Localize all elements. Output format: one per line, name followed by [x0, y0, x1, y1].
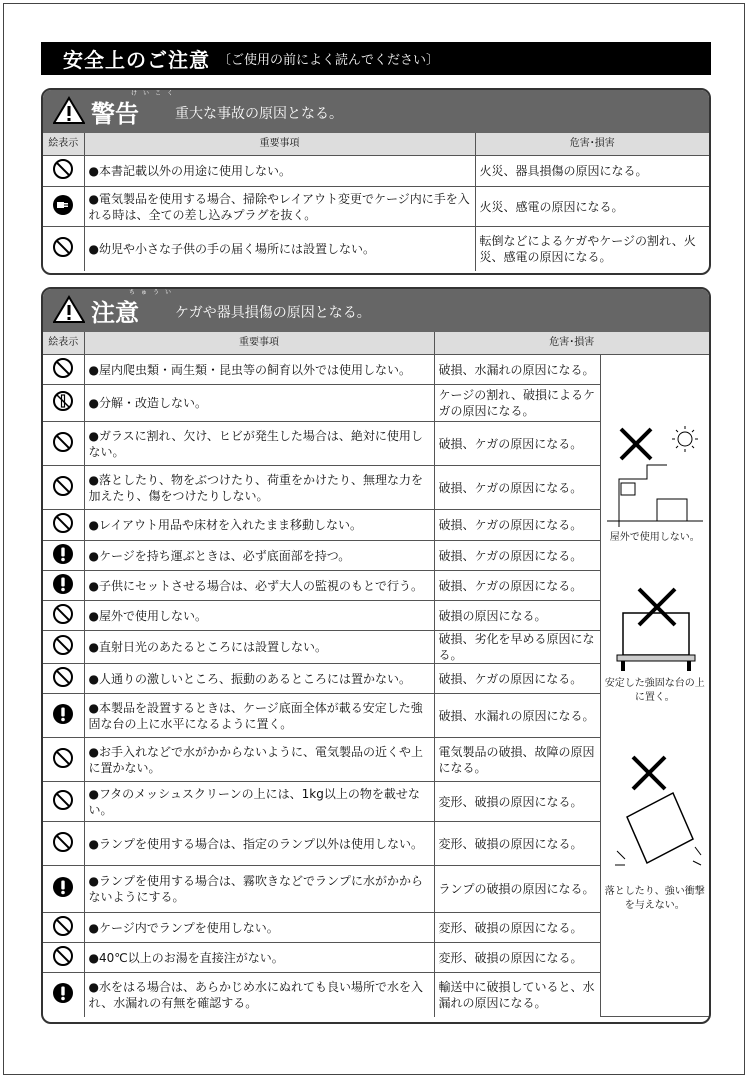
caution-triangle-icon	[53, 295, 85, 324]
harm-text: 輸送中に破損していると、水漏れの原因になる。	[434, 973, 600, 1017]
item-text: ●ランプを使用する場合は、霧吹きなどでランプに水がかからないようにする。	[84, 866, 434, 913]
no-disassembly-icon	[52, 390, 74, 416]
col-header-harm: 危害･損害	[475, 133, 709, 156]
item-text: ●分解・改造しない。	[84, 385, 434, 422]
caution-ruby: ちゅうい	[129, 289, 178, 296]
prohibition-icon	[52, 666, 74, 692]
item-text: ●落としたり、物をぶつけたり、荷重をかけたり、無理な力を加えたり、傷をつけたりしない。	[84, 466, 434, 510]
item-text: ●屋内爬虫類・両生類・昆虫等の飼育以外では使用しない。	[84, 355, 434, 385]
item-text: ●フタのメッシュスクリーンの上には、1kg以上の物を載せない。	[84, 782, 434, 822]
table-header-row	[43, 133, 709, 156]
page-title: 安全上のご注意	[63, 48, 210, 72]
harm-text: 火災、感電の原因になる。	[475, 187, 709, 227]
col-header-harm: 危害･損害	[434, 332, 709, 355]
harm-text: 変形、破損の原因になる。	[434, 913, 600, 943]
item-text: ●ケージ内でランプを使用しない。	[84, 913, 434, 943]
item-text: ●本書記載以外の用途に使用しない。	[84, 156, 475, 187]
harm-text: 変形、破損の原因になる。	[434, 822, 600, 866]
harm-text: 破損、ケガの原因になる。	[434, 664, 600, 694]
mandatory-icon	[52, 982, 74, 1008]
item-text: ●お手入れなどで水がかからないように、電気製品の近くや上に置かない。	[84, 738, 434, 782]
prohibition-icon	[52, 512, 74, 538]
item-text: ●レイアウト用品や床材を入れたまま移動しない。	[84, 510, 434, 541]
item-text: ●幼児や小さな子供の手の届く場所には設置しない。	[84, 227, 475, 271]
prohibition-icon	[52, 915, 74, 941]
table-row	[43, 156, 709, 187]
harm-text: 火災、器具損傷の原因になる。	[475, 156, 709, 187]
illustration-column	[600, 355, 709, 1017]
col-header-icon: 絵表示	[43, 133, 84, 156]
prohibition-icon	[52, 789, 74, 815]
prohibition-icon	[52, 747, 74, 773]
item-text: ●電気製品を使用する場合、掃除やレイアウト変更でケージ内に手を入れる時は、全ての差し込みプラグを抜く。	[84, 187, 475, 227]
stable-stand-illustration	[607, 583, 703, 673]
prohibition-icon	[52, 831, 74, 857]
side-label-stable: 安定した強固な台の上に置く。	[604, 678, 705, 703]
caution-section	[41, 287, 711, 1024]
item-text: ●ケージを持ち運ぶときは、必ず底面部を持つ。	[84, 541, 434, 571]
table-row	[43, 355, 709, 385]
harm-text: 破損、水漏れの原因になる。	[434, 355, 600, 385]
col-header-item: 重要事項	[84, 332, 434, 355]
prohibition-icon	[52, 431, 74, 457]
prohibition-icon	[52, 357, 74, 383]
warning-header	[43, 90, 709, 133]
warning-table	[43, 133, 709, 271]
caution-word: 注意	[91, 299, 139, 327]
harm-text: ランプの破損の原因になる。	[434, 866, 600, 913]
harm-text: 破損、ケガの原因になる。	[434, 510, 600, 541]
mandatory-icon	[52, 876, 74, 902]
warning-ruby: けいこく	[131, 90, 180, 97]
harm-text: 破損、水漏れの原因になる。	[434, 694, 600, 738]
title-bar	[41, 42, 711, 75]
caution-description: ケガや器具損傷の原因となる。	[175, 305, 371, 321]
prohibition-icon	[52, 634, 74, 660]
side-label-drop: 落としたり、強い衝撃を与えない。	[604, 886, 705, 911]
item-text: ●屋外で使用しない。	[84, 601, 434, 631]
mandatory-icon	[52, 543, 74, 569]
harm-text: ケージの割れ、破損によるケガの原因になる。	[434, 385, 600, 422]
prohibition-icon	[52, 236, 74, 262]
table-row	[43, 227, 709, 271]
prohibition-icon	[52, 475, 74, 501]
warning-word: 警告	[91, 100, 139, 128]
harm-text: 変形、破損の原因になる。	[434, 943, 600, 973]
outdoor-illustration	[607, 417, 703, 527]
item-text: ●40℃以上のお湯を直接注がない。	[84, 943, 434, 973]
harm-text: 破損、ケガの原因になる。	[434, 571, 600, 601]
warning-triangle-icon	[53, 96, 85, 125]
prohibition-icon	[52, 945, 74, 971]
item-text: ●水をはる場合は、あらかじめ水にぬれても良い場所で水を入れ、水漏れの有無を確認する。	[84, 973, 434, 1017]
harm-text: 破損、ケガの原因になる。	[434, 422, 600, 466]
harm-text: 破損の原因になる。	[434, 601, 600, 631]
mandatory-icon	[52, 703, 74, 729]
harm-text: 破損、ケガの原因になる。	[434, 541, 600, 571]
item-text: ●直射日光のあたるところには設置しない。	[84, 631, 434, 664]
item-text: ●ランプを使用する場合は、指定のランプ以外は使用しない。	[84, 822, 434, 866]
mandatory-icon	[52, 573, 74, 599]
harm-text: 変形、破損の原因になる。	[434, 782, 600, 822]
harm-text: 破損、劣化を早める原因になる。	[434, 631, 600, 664]
harm-text: 転倒などによるケガやケージの割れ、火災、感電の原因になる。	[475, 227, 709, 271]
item-text: ●人通りの激しいところ、振動のあるところには置かない。	[84, 664, 434, 694]
side-label-outdoor: 屋外で使用しない。	[609, 532, 700, 543]
harm-text: 破損、ケガの原因になる。	[434, 466, 600, 510]
item-text: ●子供にセットさせる場合は、必ず大人の監視のもとで行う。	[84, 571, 434, 601]
harm-text: 電気製品の破損、故障の原因になる。	[434, 738, 600, 782]
drop-illustration	[607, 751, 703, 881]
warning-description: 重大な事故の原因となる。	[175, 106, 343, 122]
prohibition-icon	[52, 158, 74, 184]
caution-table	[43, 332, 709, 1017]
prohibition-icon	[52, 603, 74, 629]
page-subtitle: 〔ご使用の前によく読んでください〕	[218, 53, 440, 68]
col-header-icon: 絵表示	[43, 332, 84, 355]
caution-header	[43, 289, 709, 332]
table-header-row	[43, 332, 709, 355]
warning-section	[41, 88, 711, 275]
col-header-item: 重要事項	[84, 133, 475, 156]
item-text: ●本製品を設置するときは、ケージ底面全体が載る安定した強固な台の上に水平になるように置く。	[84, 694, 434, 738]
unplug-icon	[52, 194, 74, 220]
item-text: ●ガラスに割れ、欠け、ヒビが発生した場合は、絶対に使用しない。	[84, 422, 434, 466]
table-row	[43, 187, 709, 227]
